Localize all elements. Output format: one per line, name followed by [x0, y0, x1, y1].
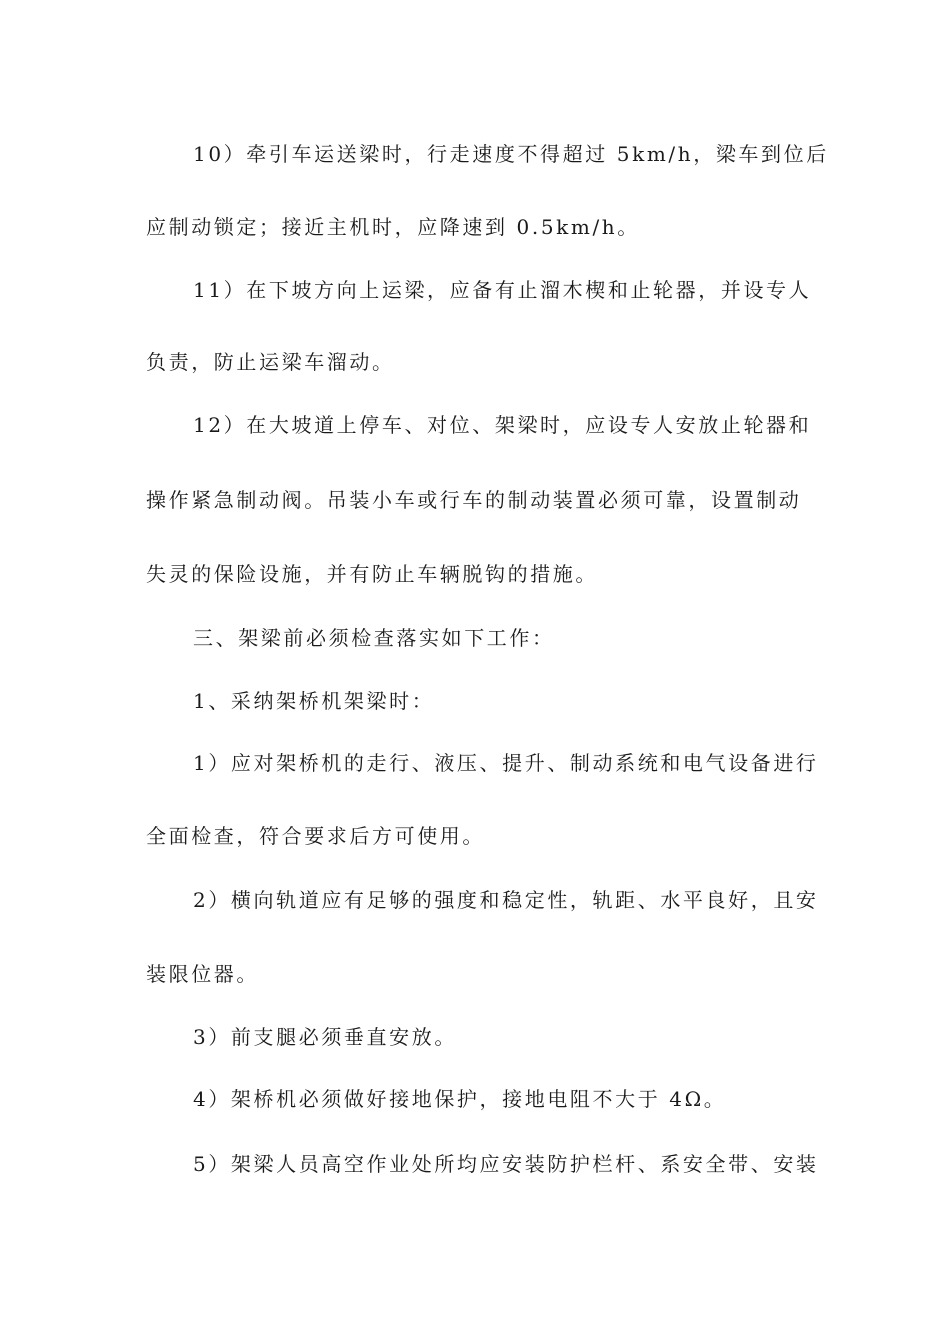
paragraph-sub-2-line-1: 2）横向轨道应有足够的强度和稳定性，轨距、水平良好，且安 [193, 888, 819, 912]
paragraph-item-10-line-2: 应制动锁定；接近主机时，应降速到 0.5km/h。 [146, 215, 640, 239]
paragraph-item-10-line-1: 10）牵引车运送梁时，行走速度不得超过 5km/h，梁车到位后 [193, 142, 829, 166]
paragraph-sub-2-line-2: 装限位器。 [146, 962, 259, 986]
section-heading-3: 三、架梁前必须检查落实如下工作： [193, 626, 555, 650]
paragraph-sub-4: 4）架桥机必须做好接地保护，接地电阻不大于 4Ω。 [193, 1087, 727, 1111]
paragraph-sub-5-line-1: 5）架梁人员高空作业处所均应安装防护栏杆、系安全带、安装 [193, 1152, 819, 1176]
paragraph-sub-3: 3）前支腿必须垂直安放。 [193, 1025, 457, 1049]
paragraph-item-11-line-1: 11）在下坡方向上运梁，应备有止溜木楔和止轮器，并设专人 [193, 278, 812, 302]
paragraph-item-11-line-2: 负责，防止运梁车溜动。 [146, 350, 395, 374]
subsection-heading-1: 1、采纳架桥机架梁时： [193, 689, 435, 713]
paragraph-item-12-line-3: 失灵的保险设施，并有防止车辆脱钩的措施。 [146, 562, 598, 586]
paragraph-item-12-line-2: 操作紧急制动阀。吊装小车或行车的制动装置必须可靠，设置制动 [146, 488, 802, 512]
paragraph-item-12-line-1: 12）在大坡道上停车、对位、架梁时，应设专人安放止轮器和 [193, 413, 812, 437]
paragraph-sub-1-line-1: 1）应对架桥机的走行、液压、提升、制动系统和电气设备进行 [193, 751, 819, 775]
paragraph-sub-1-line-2: 全面检查，符合要求后方可使用。 [146, 824, 485, 848]
